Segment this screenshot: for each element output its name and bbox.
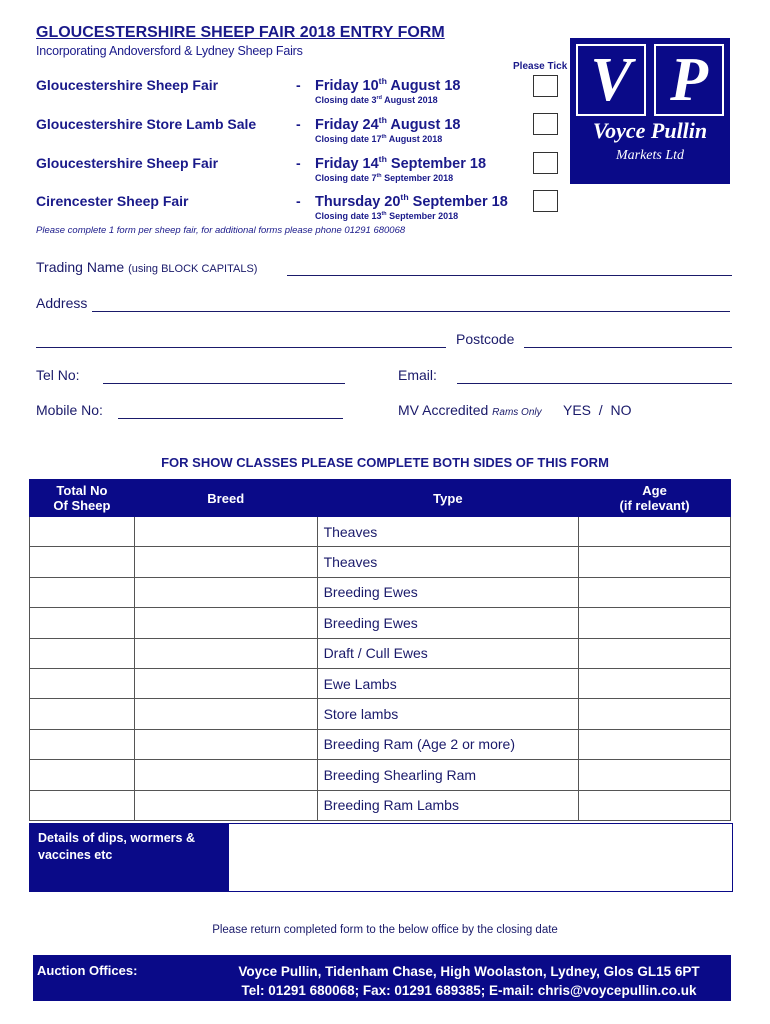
please-tick-label: Please Tick: [513, 61, 568, 72]
fair-dash: -: [296, 193, 301, 209]
fair-tickbox[interactable]: [533, 113, 558, 135]
col-breed: Breed: [134, 480, 317, 517]
mobile-label: Mobile No:: [36, 402, 103, 418]
postcode-field[interactable]: [524, 347, 732, 348]
footer-address-line: Voyce Pullin, Tidenham Chase, High Woolaston, Lydney, Glos GL15 6PT: [238, 964, 700, 979]
breed-cell[interactable]: [134, 760, 317, 790]
dips-label: Details of dips, wormers & vaccines etc: [30, 824, 229, 891]
type-cell: Ewe Lambs: [317, 668, 579, 698]
address-label: Address: [36, 295, 88, 311]
age-cell[interactable]: [579, 668, 731, 698]
fair-name: Gloucestershire Store Lamb Sale: [36, 116, 257, 132]
fair-name: Cirencester Sheep Fair: [36, 193, 189, 209]
total-sheep-cell[interactable]: [30, 577, 135, 607]
total-sheep-cell[interactable]: [30, 608, 135, 638]
logo-letter-p: P: [670, 46, 708, 114]
table-row: [30, 547, 731, 577]
fair-tickbox[interactable]: [533, 152, 558, 174]
auction-offices-footer: [33, 955, 731, 1001]
type-cell: Breeding Ram (Age 2 or more): [317, 729, 579, 759]
total-sheep-cell[interactable]: [30, 699, 135, 729]
total-sheep-cell[interactable]: [30, 547, 135, 577]
fair-dash: -: [296, 155, 301, 171]
footer-contact-line: Tel: 01291 680068; Fax: 01291 689385; E-mail: chris@voycepullin.co.uk: [241, 983, 697, 998]
fair-dash: -: [296, 77, 301, 93]
type-cell: Breeding Shearling Ram: [317, 760, 579, 790]
show-classes-header: FOR SHOW CLASSES PLEASE COMPLETE BOTH SIDES OF THIS FORM: [161, 455, 609, 470]
type-cell: Theaves: [317, 517, 579, 547]
dips-field[interactable]: [229, 824, 732, 891]
postcode-label: Postcode: [456, 331, 515, 347]
fair-tickbox[interactable]: [533, 75, 558, 97]
address-line2-field[interactable]: [36, 347, 446, 348]
type-cell: Store lambs: [317, 699, 579, 729]
yes-no-option[interactable]: YES / NO: [563, 402, 632, 418]
type-cell: Theaves: [317, 547, 579, 577]
age-cell[interactable]: [579, 517, 731, 547]
entry-table: [29, 479, 731, 821]
additional-forms-note: Please complete 1 form per sheep fair, for additional forms please phone 01291 680068: [36, 225, 406, 236]
breed-cell[interactable]: [134, 699, 317, 729]
table-row: [30, 517, 731, 547]
fair-name: Gloucestershire Sheep Fair: [36, 77, 219, 93]
email-label: Email:: [398, 367, 437, 383]
breed-cell[interactable]: [134, 668, 317, 698]
trading-name-field[interactable]: [287, 275, 732, 276]
fair-closing-date: Closing date 17th August 2018: [315, 134, 443, 144]
form-subtitle: Incorporating Andoversford & Lydney Sheep Fairs: [36, 44, 303, 58]
fair-name: Gloucestershire Sheep Fair: [36, 155, 219, 171]
fair-tickbox[interactable]: [533, 190, 558, 212]
type-cell: Breeding Ram Lambs: [317, 790, 579, 820]
table-row: [30, 577, 731, 607]
fair-closing-date: Closing date 13th September 2018: [315, 211, 459, 221]
footer-label: Auction Offices:: [37, 963, 138, 978]
mobile-field[interactable]: [118, 418, 343, 419]
logo-subtitle: Markets Ltd: [615, 148, 685, 163]
col-total-sheep: Total No Of Sheep: [30, 480, 135, 517]
age-cell[interactable]: [579, 760, 731, 790]
voyce-pullin-logo: [570, 38, 730, 184]
tel-label: Tel No:: [36, 367, 80, 383]
table-row: [30, 729, 731, 759]
type-cell: Breeding Ewes: [317, 577, 579, 607]
fair-date: Friday 14th September 18: [315, 154, 487, 172]
total-sheep-cell[interactable]: [30, 729, 135, 759]
mv-accredited-label: MV Accredited Rams Only: [398, 402, 542, 418]
dips-section: [29, 823, 733, 892]
total-sheep-cell[interactable]: [30, 760, 135, 790]
type-cell: Draft / Cull Ewes: [317, 638, 579, 668]
age-cell[interactable]: [579, 699, 731, 729]
fair-date: Friday 24th August 18: [315, 115, 461, 133]
fair-date: Thursday 20th September 18: [315, 192, 508, 210]
footer-address: [219, 962, 719, 1000]
total-sheep-cell[interactable]: [30, 668, 135, 698]
total-sheep-cell[interactable]: [30, 517, 135, 547]
breed-cell[interactable]: [134, 577, 317, 607]
age-cell[interactable]: [579, 577, 731, 607]
address-field[interactable]: [92, 311, 730, 312]
return-instruction: Please return completed form to the below office by the closing date: [212, 924, 558, 936]
email-field[interactable]: [457, 383, 732, 384]
table-row: [30, 790, 731, 820]
breed-cell[interactable]: [134, 638, 317, 668]
fair-closing-date: Closing date 7th September 2018: [315, 173, 454, 183]
tel-field[interactable]: [103, 383, 345, 384]
table-row: [30, 760, 731, 790]
age-cell[interactable]: [579, 790, 731, 820]
age-cell[interactable]: [579, 729, 731, 759]
breed-cell[interactable]: [134, 608, 317, 638]
col-type: Type: [317, 480, 579, 517]
table-row: [30, 668, 731, 698]
breed-cell[interactable]: [134, 729, 317, 759]
age-cell[interactable]: [579, 638, 731, 668]
fair-date: Friday 10th August 18: [315, 76, 461, 94]
fair-closing-date: Closing date 3rd August 2018: [315, 95, 438, 105]
type-cell: Breeding Ewes: [317, 608, 579, 638]
logo-brand-name: Voyce Pullin: [592, 118, 708, 143]
table-row: [30, 608, 731, 638]
logo-letter-v: V: [590, 46, 632, 114]
total-sheep-cell[interactable]: [30, 638, 135, 668]
total-sheep-cell[interactable]: [30, 790, 135, 820]
age-cell[interactable]: [579, 608, 731, 638]
age-cell[interactable]: [579, 547, 731, 577]
col-age: Age (if relevant): [579, 480, 731, 517]
table-header-row: [30, 480, 731, 517]
table-row: [30, 699, 731, 729]
trading-name-label: Trading Name (using BLOCK CAPITALS): [36, 259, 258, 275]
breed-cell[interactable]: [134, 547, 317, 577]
form-title: GLOUCESTERSHIRE SHEEP FAIR 2018 ENTRY FORM: [36, 24, 445, 41]
fair-dash: -: [296, 116, 301, 132]
table-row: [30, 638, 731, 668]
breed-cell[interactable]: [134, 517, 317, 547]
breed-cell[interactable]: [134, 790, 317, 820]
